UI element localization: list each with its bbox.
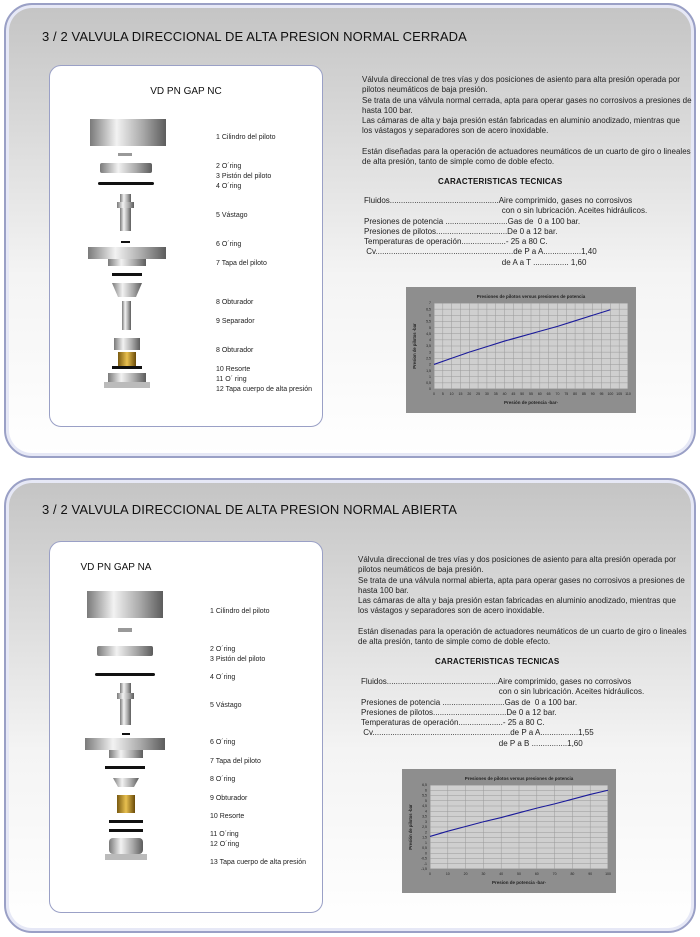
oring-icon [109,820,143,823]
oring-icon [105,766,145,769]
y-tick-label: 0 [429,387,431,392]
y-tick-label: 6 [425,788,427,793]
part-label: 6 O´ring [216,241,242,248]
exploded-valve-illustration [85,588,175,888]
spec-line: con o sin lubricación. Aceites hidráulicos. [364,206,648,216]
oring-icon [121,241,130,243]
part-label: 11 O´ring [210,831,239,838]
part-label: 1 Cilindro del piloto [210,608,270,615]
part-label: 7 Tapa del piloto [216,260,267,267]
part-label: 7 Tapa del piloto [210,758,261,765]
y-tick-label: 4 [425,809,427,814]
x-tick-label: 10 [449,392,454,396]
x-axis-label: Presion de potencia -bar- [491,880,547,885]
y-tick-label: 3 [429,350,431,355]
spec-line: Temperaturas de operación....................- 25 a 80 C. [364,237,548,247]
part-label: 8 Obturador [216,299,254,306]
y-tick-label: -1 [423,861,427,866]
x-tick-label: 60 [537,392,542,396]
y-tick-label: 4,5 [426,331,431,336]
part-label: 10 Resorte [216,366,251,373]
x-tick-label: 75 [564,392,569,396]
x-tick-label: 110 [625,392,631,396]
chart-title: Presiones de pilotos versus presiones de potencia [464,776,574,781]
description-line: Están disenadas para la operación de actuadores neumáticos de un cuarto de giro o lineales de alta presión, tanto de simple como de doble efecto. [358,626,687,647]
spec-line: Presiones de potencia ............................Gas de 0 a 100 bar. [361,697,578,707]
x-tick-label: 105 [616,392,623,396]
y-tick-label: 0 [425,851,427,856]
spec-line: Temperaturas de operación....................- 25 a 80 C. [361,718,545,728]
part-label: 10 Resorte [210,813,245,820]
spec-line: de P a B ................1,60 [361,738,583,748]
oring-icon [122,733,130,735]
pilot-piston-icon [100,163,152,173]
part-label: 2 O´ring [216,163,242,170]
chart-title: Presiones de pilotos versus presiones de potencia [476,294,586,299]
x-tick-label: 20 [463,872,468,876]
oring-icon [109,829,143,832]
y-tick-label: -1,5 [420,867,427,872]
stem-icon [120,194,131,231]
x-tick-label: 100 [605,872,611,876]
x-tick-label: 20 [467,392,472,396]
description-line: Válvula direccional de tres vías y dos posiciones de asiento para alta presión operada por pilotos neumáticos de baja presión. [362,75,680,95]
spec-line: Presiones de pilotos................................De 0 a 12 bar. [364,226,558,236]
description-line: Están diseñadas para la operación de actuadores neumáticos de un cuarto de giro o lineales de alta presión, tanto de simple como de doble efecto. [362,146,691,167]
shutter-icon [114,338,140,350]
shutter-icon [112,283,142,297]
parts-card [49,541,323,913]
spec-line: de A a T ................ 1,60 [364,257,587,267]
x-tick-label: 25 [476,392,481,396]
description-line: Se trata de una válvula normal cerrada, apta para operar gases no corrosivos a presiones de hasta 100 bar. [362,95,692,115]
pilot-cylinder-icon [87,591,163,618]
panel-normal-cerrada [4,3,696,458]
pilot-pressure-chart [402,769,616,893]
y-tick-label: 3,5 [422,814,427,819]
part-label: 9 Separador [216,318,255,325]
part-label: 5 Vástago [210,702,242,709]
spec-line: Presiones de potencia ............................Gas de 0 a 100 bar. [364,216,581,226]
description-line: Las cámaras de alta y baja presión estan fabricadas en aluminio anodizado, mientras que los vástagos y separadores son de acero inoxidable. [358,596,676,616]
x-tick-label: 55 [529,392,533,396]
y-tick-label: 5,5 [422,793,427,798]
x-tick-label: 70 [552,872,557,876]
y-tick-label: 1,5 [426,368,431,373]
oring-icon [112,366,142,369]
y-tick-label: 4,5 [422,804,427,809]
stem-icon [120,683,131,725]
card-title: VD PN GAP NC [150,86,222,97]
x-tick-label: 65 [546,392,551,396]
x-tick-label: 90 [588,872,593,876]
y-tick-label: 0,5 [426,381,431,386]
y-tick-label: 2,5 [422,825,427,830]
x-tick-label: 80 [570,872,575,876]
x-tick-label: 30 [484,392,489,396]
spec-line: Presiones de pilotos.................................De 0 a 12 bar. [361,707,557,717]
parts-card [49,65,323,427]
part-label: 12 O´ring [210,841,240,848]
x-tick-label: 100 [607,392,614,396]
x-tick-label: 35 [493,392,498,396]
separator-icon [122,301,131,330]
spec-line: Fluidos.................................................Aire comprimido, gases no corrosivos [364,196,633,205]
pilot-piston-icon [97,646,153,656]
spec-line: Fluidos..................................................Aire comprimido, gases no corrosivos [361,677,632,686]
part-label: 1 Cilindro del piloto [216,134,276,141]
x-tick-label: 15 [458,392,463,396]
y-tick-label: 1 [429,374,431,379]
x-tick-label: 40 [499,872,504,876]
x-tick-label: 60 [534,872,539,876]
spec-line: Cv..............................................................de P a A.................1,55 [361,728,594,738]
y-axis-label: Presión de pilotos -bar [408,804,413,850]
description-line: Válvula direccional de tres vías y dos posiciones de asiento para alta presión operada por pilotos neumáticos de baja presión. [358,555,676,575]
characteristics-title: CARACTERISTICAS TECNICAS [438,177,563,186]
description-line: Se trata de una válvula normal abierta, apta para operar gases no corrosivos a presiones de hasta 100 bar. [358,575,685,595]
x-tick-label: 0 [429,872,431,876]
y-tick-label: 4 [429,338,431,343]
y-tick-label: 6,5 [422,783,427,788]
y-tick-label: 3,5 [426,344,431,349]
x-tick-label: 80 [573,392,578,396]
y-tick-label: 2,5 [426,356,431,361]
x-tick-label: 95 [599,392,604,396]
part-label: 2 O´ring [210,646,236,653]
y-tick-label: 2 [425,830,427,835]
high-pressure-cap-icon [109,838,143,854]
description [362,75,692,167]
x-tick-label: 5 [441,392,444,396]
x-tick-label: 70 [555,392,560,396]
shutter-icon [113,778,139,787]
y-tick-label: 2 [429,362,431,367]
part-label: 11 O´ ring [216,376,247,383]
part-label: 8 O´ring [210,776,236,783]
specs [364,196,647,268]
x-tick-label: 30 [481,872,486,876]
spec-line: Cv..............................................................de P a A.................1,40 [364,247,597,257]
y-tick-label: 5,5 [426,319,431,324]
part-label: 5 Vástago [216,212,248,219]
panel-title: 3 / 2 VALVULA DIRECCIONAL DE ALTA PRESION NORMAL ABIERTA [42,502,457,517]
x-tick-label: 10 [445,872,450,876]
y-tick-label: 0,5 [422,846,427,851]
y-axis-label: Presion de pilotos -bar [412,323,417,369]
oring-icon [118,153,132,156]
description-line: Las cámaras de alta y baja presión están fabricadas en aluminio anodizado, mientras que los vástagos y separadores son de acero inoxidable. [362,116,680,136]
y-tick-label: 5 [425,798,427,803]
spring-icon [117,795,135,813]
description [358,555,688,647]
high-pressure-cap-icon [108,373,146,383]
pilot-pressure-chart [406,287,636,413]
part-label: 3 Pistón del piloto [210,656,266,663]
characteristics-title: CARACTERISTICAS TECNICAS [435,657,560,666]
y-tick-label: 1,5 [422,835,427,840]
pilot-cover-icon [85,738,165,750]
part-label: 13 Tapa cuerpo de alta presión [210,859,306,866]
panel-title: 3 / 2 VALVULA DIRECCIONAL DE ALTA PRESION NORMAL CERRADA [42,29,467,44]
specs [361,677,644,749]
oring-icon [95,673,155,676]
x-tick-label: 0 [433,392,435,396]
y-tick-label: 6 [429,313,431,318]
part-label: 4 O´ring [210,674,236,681]
exploded-valve-illustration [88,116,178,396]
part-label: 9 Obturador [210,795,248,802]
x-axis-label: Presión de potencia -bar- [503,400,559,405]
part-label: 12 Tapa cuerpo de alta presión [216,386,312,393]
pilot-cover-icon [88,247,166,259]
y-tick-label: 3 [425,819,427,824]
spring-icon [118,352,136,366]
x-tick-label: 85 [581,392,586,396]
oring-icon [118,628,132,632]
x-tick-label: 40 [502,392,507,396]
y-tick-label: -0,5 [420,856,427,861]
x-tick-label: 45 [511,392,516,396]
part-label: 3 Pistón del piloto [216,173,272,180]
panel-normal-abierta [4,478,696,933]
part-label: 6 O´ring [210,739,236,746]
y-tick-label: 1 [425,840,427,845]
part-label: 4 O´ring [216,183,242,190]
part-label: 8 Obturador [216,347,254,354]
spec-line: con o sin lubricación. Aceites hidráulicos. [361,687,645,697]
y-tick-label: 7 [429,301,431,306]
y-tick-label: 6,5 [426,307,431,312]
pilot-cylinder-icon [90,119,166,146]
card-title: VD PN GAP NA [80,562,152,573]
x-tick-label: 50 [517,872,521,876]
x-tick-label: 50 [520,392,525,396]
oring-icon [98,182,154,185]
x-tick-label: 90 [590,392,595,396]
y-tick-label: 5 [429,325,431,330]
